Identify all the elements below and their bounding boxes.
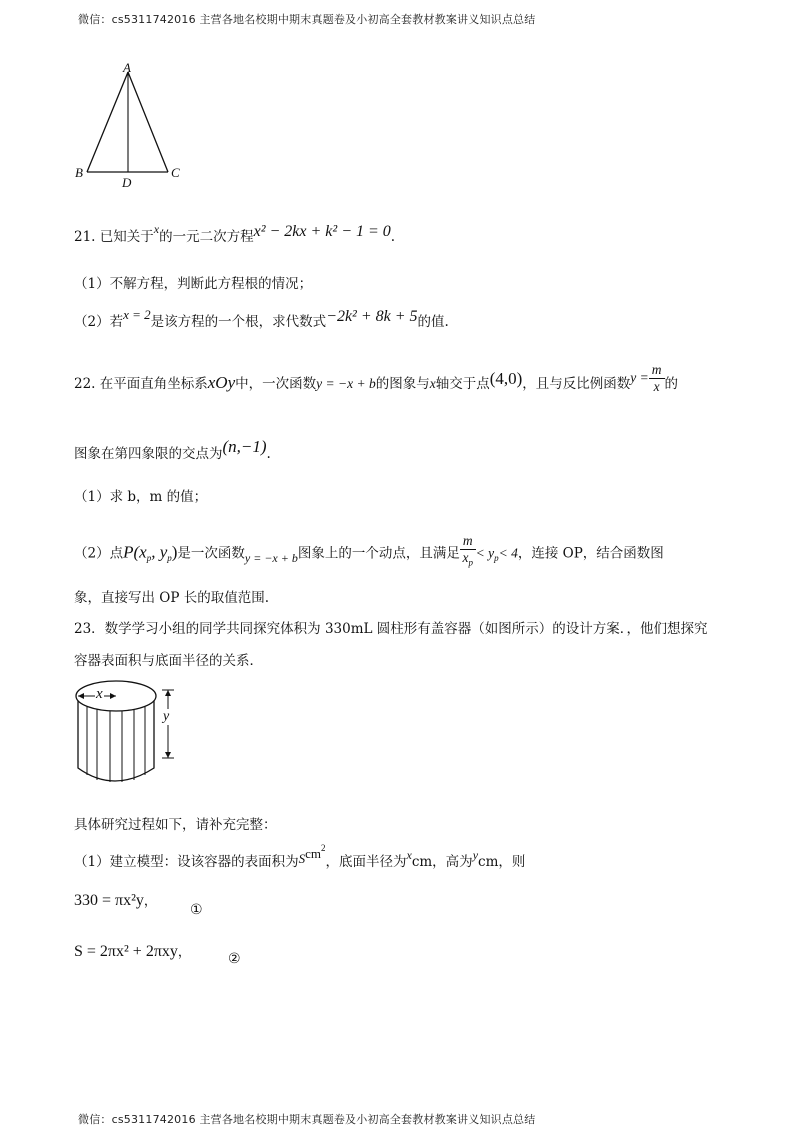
q22-xoy: xOy bbox=[207, 373, 236, 392]
q23-model-b: ，底面半径为 bbox=[325, 854, 407, 870]
q23-eq1-comma: ， bbox=[143, 893, 157, 908]
q22-b: 中，一次函数 bbox=[235, 376, 317, 392]
q23-model-s: S bbox=[298, 851, 306, 866]
q22-p2-ineq: < y bbox=[475, 545, 495, 561]
q21-intro-b: 的一元二次方程 bbox=[159, 229, 254, 245]
q22-fraction bbox=[649, 362, 665, 395]
cylinder-figure bbox=[70, 676, 190, 794]
q22-d: 轴交于点 bbox=[435, 376, 490, 392]
q22-line2-a: 图象在第四象限的交点为 bbox=[74, 446, 223, 462]
q22-line2-point: (n,−1) bbox=[222, 437, 267, 456]
q23-process: 具体研究过程如下，请补充完整： bbox=[74, 817, 277, 833]
q21-part1: （1）不解方程，判断此方程根的情况； bbox=[74, 276, 313, 292]
q22-part2-line2: 象，直接写出 OP 长的取值范围. bbox=[74, 590, 270, 606]
q21-p2-expr: −2k² + 8k + 5 bbox=[326, 308, 418, 325]
label-c: C bbox=[171, 165, 180, 180]
q23-model: （1）建立模型：设该容器的表面积为Scm$^2$，底面半径为xcm，高为ycm，则 bbox=[74, 842, 526, 870]
q21-p2-c: 的值. bbox=[417, 314, 449, 330]
q22-f: 的 bbox=[664, 376, 679, 392]
q22-x: x bbox=[429, 376, 436, 391]
q21-part2 bbox=[74, 307, 449, 331]
q22-p2-point: P(x bbox=[123, 542, 147, 562]
q23-eq2: S = 2πx² + 2πxy bbox=[74, 943, 178, 960]
q22-point: (4,0) bbox=[489, 369, 523, 388]
q21-p2-b: 是该方程的一个根，求代数式 bbox=[150, 314, 327, 330]
q23-model-y: y bbox=[472, 848, 479, 862]
q22-p2-fraction: $\frac{m}{x_p}$ bbox=[460, 533, 476, 571]
q23-stem-line2: 容器表面积与底面半径的关系． bbox=[74, 653, 263, 669]
q22-line2-b: . bbox=[266, 446, 271, 462]
q22-y-eq: y = bbox=[630, 370, 649, 385]
label-b: B bbox=[75, 165, 83, 180]
page-footer: 微信：cs5311742016 主营各地名校期中期末真题卷及小初高全套教材教案讲义知识点总结 bbox=[78, 1113, 536, 1126]
q23-stem-line1: 23．数学学习小组的同学共同探究体积为 330mL 圆柱形有盖容器（如图所示）的设计方案．，他们想探究 bbox=[74, 621, 708, 637]
q22-p2-d: ，连接 OP，结合函数图 bbox=[517, 545, 664, 562]
q22-a: 22. 在平面直角坐标系 bbox=[74, 376, 208, 392]
q22-frac-den: x bbox=[653, 379, 660, 394]
q22-p2-linear: y = −x + b bbox=[244, 551, 298, 566]
q23-model-x: x bbox=[406, 848, 412, 862]
cylinder-x-label: x bbox=[96, 686, 103, 702]
q22-stem bbox=[74, 362, 679, 401]
q21-stem bbox=[74, 222, 396, 246]
q22-p2-a: （2）点 bbox=[74, 545, 124, 562]
label-a: A bbox=[123, 60, 131, 75]
q22-frac-num: m bbox=[649, 362, 665, 379]
q23-model-d: cm，则 bbox=[478, 854, 526, 870]
triangle-figure bbox=[70, 58, 200, 193]
q21-intro-a: 21. 已知关于 bbox=[74, 229, 154, 245]
q21-end: . bbox=[390, 229, 396, 245]
q22-p2-b: 是一次函数 bbox=[177, 545, 245, 562]
q23-eq1: 330 = πx²y bbox=[74, 892, 144, 909]
q21-p2-root: x = 2 bbox=[123, 307, 151, 322]
q23-equation-2 bbox=[74, 941, 191, 961]
q22-stem-line2 bbox=[74, 437, 271, 463]
q22-p2-ineq2: < 4 bbox=[498, 545, 518, 561]
q23-eq2-mark: ② bbox=[228, 951, 241, 967]
q23-eq2-comma: ， bbox=[177, 944, 191, 959]
q22-e: ，且与反比例函数 bbox=[522, 376, 631, 392]
q23-eq1-mark: ① bbox=[190, 902, 203, 918]
q22-p2-c: 图象上的一个动点，且满足 bbox=[297, 545, 460, 562]
q21-p2-a: （2）若 bbox=[74, 314, 124, 330]
q23-equation-1 bbox=[74, 890, 157, 910]
q23-model-a: （1）建立模型：设该容器的表面积为 bbox=[74, 854, 299, 870]
label-d: D bbox=[122, 175, 132, 190]
q22-part1: （1）求 b，m 的值； bbox=[74, 489, 208, 505]
q21-equation: x² − 2kx + k² − 1 = 0 bbox=[253, 223, 391, 240]
q22-linear: y = −x + b bbox=[316, 376, 376, 391]
cylinder-y-label: y bbox=[163, 709, 170, 724]
q22-part2: （2）点$P(x_p$, $y_p$)是一次函数y = −x + b图象上的一个动点，且满足 $\frac{m}{x_p}$ < $y_p< 4$，连接 OP，结合函数图 bbox=[74, 535, 664, 573]
q23-model-c: cm，高为 bbox=[411, 854, 473, 870]
q22-c: 的图象与 bbox=[375, 376, 430, 392]
q23-model-unit: cm bbox=[305, 846, 321, 861]
page-header: 微信：cs5311742016 主营各地名校期中期末真题卷及小初高全套教材教案讲义知识点总结 bbox=[78, 13, 536, 26]
q21-var-x: x bbox=[153, 222, 160, 236]
